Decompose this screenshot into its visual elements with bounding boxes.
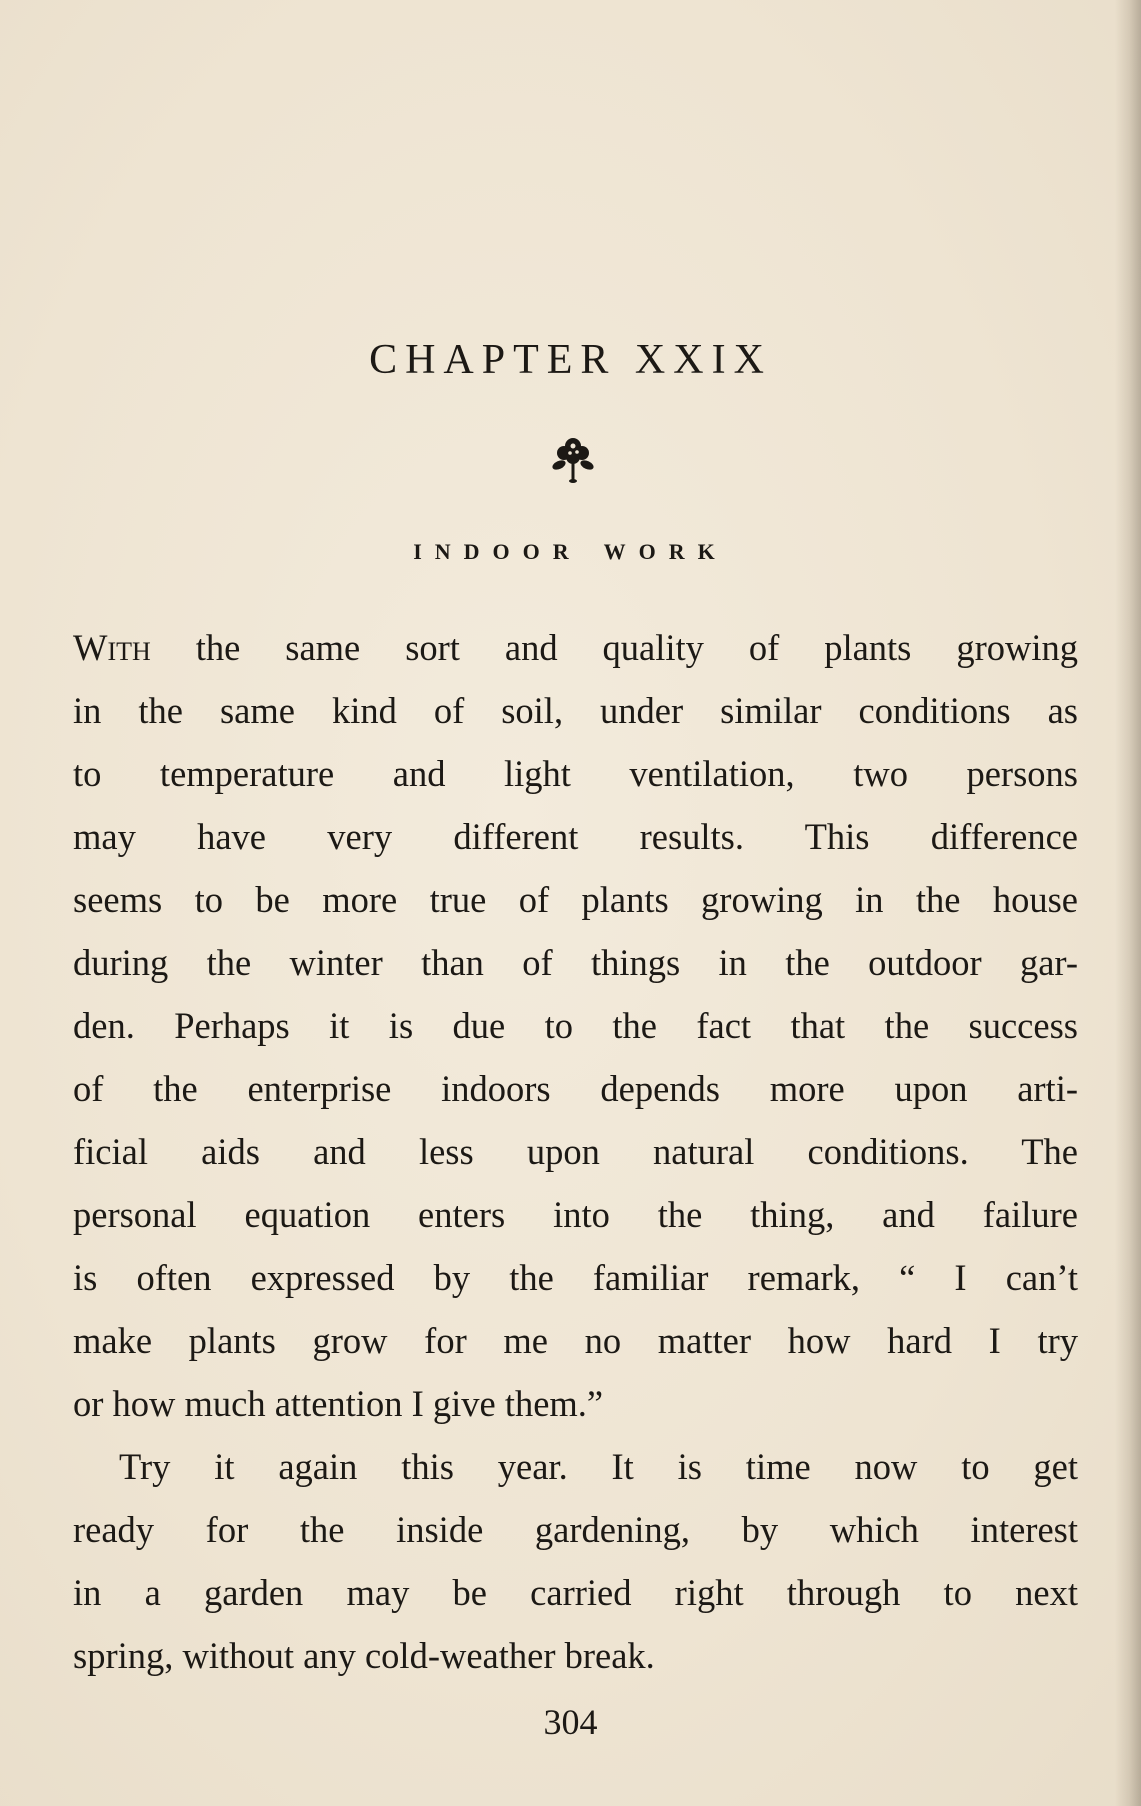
paragraph-1 (73, 616, 1078, 1435)
text-line: to temperature and light ventilation, two persons (73, 753, 1078, 794)
text-line: ready for the inside gardening, by which interest (73, 1509, 1078, 1550)
text-line: during the winter than of things in the outdoor gar- (73, 942, 1078, 983)
page-edge-shadow (1115, 0, 1141, 1806)
text-line: of the enterprise indoors depends more upon arti- (73, 1068, 1078, 1109)
text-line: make plants grow for me no matter how hard I try (73, 1320, 1078, 1361)
text-line: ficial aids and less upon natural conditions. The (73, 1131, 1078, 1172)
text-line: is often expressed by the familiar remark, “ I can’t (73, 1257, 1078, 1298)
text-line: may have very different results. This difference (73, 816, 1078, 857)
paragraph-2 (73, 1435, 1078, 1687)
flower-ornament-icon (548, 432, 598, 486)
page-number: 304 (543, 1702, 598, 1742)
drop-lead-word: With (73, 627, 151, 668)
text-line: in the same kind of soil, under similar conditions as (73, 690, 1078, 731)
text-line: or how much attention I give them.” (73, 1383, 604, 1424)
section-title-word-1: INDOOR (413, 539, 582, 564)
text-line: Try it again this year. It is time now to get (119, 1446, 1078, 1487)
text-line: in a garden may be carried right through to next (73, 1572, 1078, 1613)
section-title-word-2: WORK (603, 539, 728, 564)
chapter-title: CHAPTER XXIX (369, 337, 772, 383)
body-text (73, 616, 1078, 1687)
text-line: With the same sort and quality of plants growing (73, 627, 1078, 668)
text-line: seems to be more true of plants growing in the house (73, 879, 1078, 920)
text-line: personal equation enters into the thing, and failure (73, 1194, 1078, 1235)
text-line: spring, without any cold-weather break. (73, 1635, 655, 1676)
text-line: den. Perhaps it is due to the fact that the success (73, 1005, 1078, 1046)
section-title (0, 537, 1141, 567)
